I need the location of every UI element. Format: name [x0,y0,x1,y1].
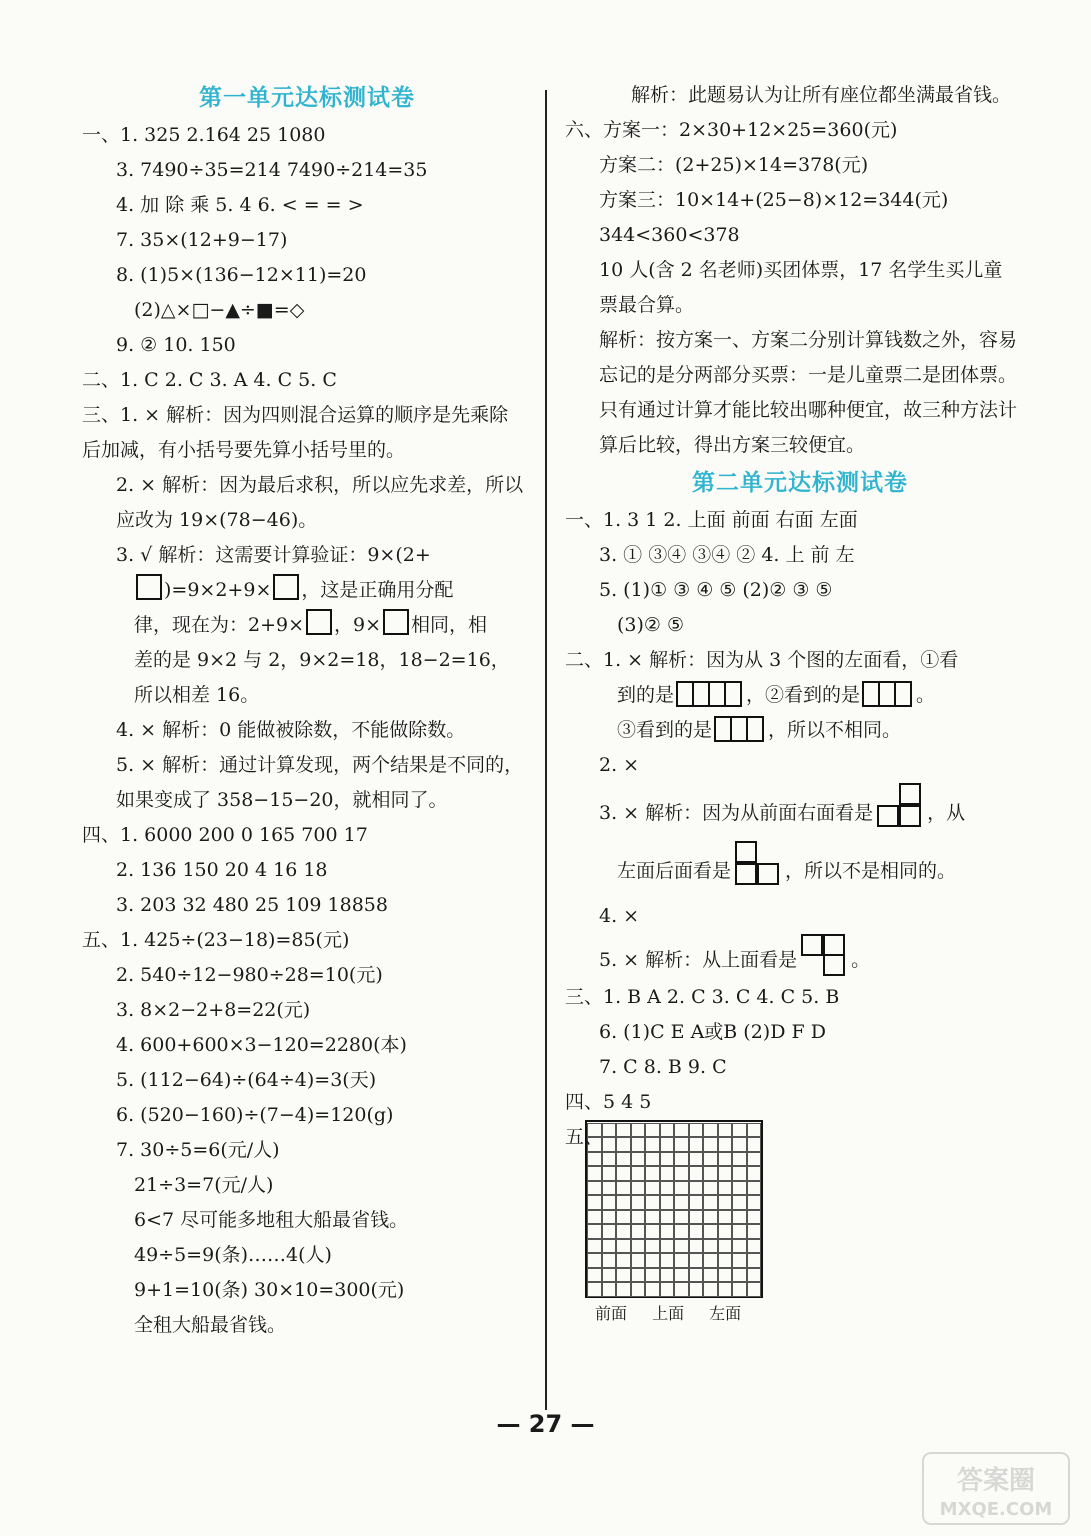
grid-cell [689,1268,704,1283]
grid-cell [718,1282,733,1297]
grid-cell [616,1253,631,1268]
answer-line: 二、1. C 2. C 3. A 4. C 5. C [82,369,337,391]
grid-cell [645,1166,660,1181]
blank-box [306,609,332,635]
view-three-squares [716,716,764,754]
grid-cell [602,1268,617,1283]
front-view-shape [877,783,923,827]
left-column [82,78,532,1343]
grid-row [587,1238,761,1253]
grid-cell [674,1123,689,1138]
grid-cell [631,1210,646,1225]
grid-row [587,1282,761,1297]
grid-cell [660,1239,675,1254]
unit1-title: 第一单元达标测试卷 [199,85,415,111]
answer-line: 六、方案一：2×30+12×25=360(元) [565,119,898,141]
answer-paragraph: 三、1. × 解析：因为四则混合运算的顺序是先乘除后加减，有小括号要先算小括号里的。 [82,404,509,461]
grid-row [587,1209,761,1224]
answer-paragraph: 解析：按方案一、方案二分别计算钱数之外，容易忘记的是分两部分买票：一是儿童票二是团体票。只有通过计算才能比较出哪种便宜，故三种方法计算后比较，得出方案三较便宜。 [599,329,1018,456]
text-span: ，所以不相同。 [768,719,902,741]
grid-cell [689,1210,704,1225]
grid-cell [718,1152,733,1167]
answer-line: 5. (112−64)÷(64÷4)=3(天) [116,1069,377,1091]
grid-cell [631,1253,646,1268]
grid-cell [616,1166,631,1181]
answer-line: 344<360<378 [599,224,740,246]
grid-cell [587,1166,602,1181]
grid-row [587,1195,761,1210]
grid-cell [645,1123,660,1138]
grid-cell [602,1123,617,1138]
grid-cell [616,1210,631,1225]
grid-cell [602,1239,617,1254]
grid-cell [703,1268,718,1283]
watermark-logo [921,1451,1071,1526]
answer-line: 五、1. 425÷(23−18)=85(元) [82,929,350,951]
grid-cell [645,1268,660,1283]
answer-line: 6<7 尽可能多地租大船最省钱。 [134,1209,409,1231]
answer-paragraph: 10 人(含 2 名老师)买团体票，17 名学生买儿童票最合算。 [599,259,1003,316]
grid-cell [689,1152,704,1167]
answer-line [82,608,532,643]
grid-cell [703,1239,718,1254]
blank-box [273,574,299,600]
grid-cell [732,1268,747,1283]
text-span: 左面后面看是 [617,860,732,882]
grid-cell [602,1282,617,1297]
text-span: 相同，相 [411,614,488,636]
text-span: )=9×2+9× [164,579,272,601]
grid-cell [674,1137,689,1152]
left-view-shape [735,841,781,885]
grid-row [587,1137,761,1152]
grid-cell [718,1253,733,1268]
text-span: ③看到的是 [617,719,713,741]
grid-cell [747,1181,762,1196]
grid-cell [631,1166,646,1181]
grid-cell [718,1181,733,1196]
grid-cell [660,1268,675,1283]
answer-paragraph: 5. × 解析：通过计算发现，两个结果是不同的，如果变成了 358−15−20，就相同了。 [116,754,524,811]
answer-line [565,678,1035,713]
blank-box [136,574,162,600]
grid-cell [674,1152,689,1167]
grid-cell [660,1137,675,1152]
grid-cell [631,1152,646,1167]
grid-cell [732,1282,747,1297]
answer-line: 全租大船最省钱。 [134,1314,287,1336]
grid-cell [616,1224,631,1239]
text-span: 。 [916,684,936,706]
answer-paragraph: 2. × 解析：因为最后求积，所以应先求差，所以应改为 19×(78−46)。 [116,474,524,531]
grid-cell [660,1181,675,1196]
grid-cell [616,1282,631,1297]
grid-cell [732,1224,747,1239]
grid-cell [674,1253,689,1268]
grid-cell [703,1282,718,1297]
grid-cell [703,1123,718,1138]
grid-cell [732,1239,747,1254]
answer-paragraph: 解析：此题易认为让所有座位都坐满最省钱。 [631,84,1012,106]
grid-cell [689,1282,704,1297]
grid-cell [703,1181,718,1196]
grid-cell [602,1253,617,1268]
column-divider [545,90,547,1410]
grid-cell [660,1195,675,1210]
grid-cell [631,1282,646,1297]
grid-cell [616,1137,631,1152]
page-number: — 27 — [496,1410,595,1438]
grid-cell [732,1253,747,1268]
answer-line [565,934,1035,980]
grid-cell [703,1210,718,1225]
grid-cell [703,1152,718,1167]
answer-line: 5. (1)① ③ ④ ⑤ (2)② ③ ⑤ [599,579,833,601]
grid-cell [660,1166,675,1181]
grid-cell [689,1166,704,1181]
grid-row [587,1267,761,1282]
text-span: 5. × 解析：从上面看是 [599,949,798,971]
grid-cell [732,1195,747,1210]
grid-cell [747,1282,762,1297]
answer-line: 四、5 4 5 [565,1091,652,1113]
answer-line: 3. 8×2−2+8=22(元) [116,999,311,1021]
grid-cell [718,1166,733,1181]
grid-cell [718,1137,733,1152]
grid-row [587,1166,761,1181]
grid-cell [631,1224,646,1239]
grid-cell [616,1239,631,1254]
grid-cell [602,1152,617,1167]
grid-row [587,1224,761,1239]
text-span: 到的是 [617,684,675,706]
grid-cell [631,1123,646,1138]
answer-line: 2. × [599,754,640,776]
answer-line: 49÷5=9(条)……4(人) [134,1244,332,1266]
answer-line: 3. 7490÷35=214 7490÷214=35 [116,159,428,181]
answer-line: 9. ② 10. 150 [116,334,236,356]
grid-cell [645,1282,660,1297]
grid-cell [689,1181,704,1196]
grid-cell [718,1210,733,1225]
grid-cell [674,1224,689,1239]
grid-cell [660,1152,675,1167]
grid-cell [645,1137,660,1152]
unit2-title: 第二单元达标测试卷 [692,470,908,496]
answer-line: 4. 600+600×3−120=2280(本) [116,1034,407,1056]
answer-line: 差的是 9×2 与 2，9×2=18，18−2=16， [134,649,510,671]
answer-line: 6. (1)C E A或B (2)D F D [599,1021,826,1043]
answer-line [82,538,532,573]
grid-cell [645,1195,660,1210]
grid-cell [732,1181,747,1196]
answer-line: 2. 136 150 20 4 16 18 [116,859,328,881]
blank-box [383,609,409,635]
answer-line [82,573,532,608]
grid-cell [747,1137,762,1152]
grid-cell [587,1224,602,1239]
grid-cell [660,1224,675,1239]
grid-cell [747,1239,762,1254]
grid-cell [747,1268,762,1283]
text-span: ，这是正确用分配 [301,579,454,601]
grid-cell [718,1268,733,1283]
answer-line: 二、1. × 解析：因为从 3 个图的左面看，①看 [565,649,959,671]
grid-cell [587,1253,602,1268]
grid-cell [674,1195,689,1210]
question-label: 五、 [565,1126,604,1148]
grid-cell [645,1210,660,1225]
answer-line: 2. 540÷12−980÷28=10(元) [116,964,383,986]
grid-cell [631,1239,646,1254]
grid-cell [616,1181,631,1196]
grid-cell [645,1239,660,1254]
grid-cell [645,1152,660,1167]
grid-cell [660,1123,675,1138]
answer-line: 4. × [599,905,640,927]
grid-cell [674,1166,689,1181]
answer-line [565,841,1035,899]
grid-row [587,1122,761,1137]
grid-labels: 前面 上面 左面 [595,1303,742,1323]
text-span: ，从 [927,802,966,824]
answer-line: 9+1=10(条) 30×10=300(元) [134,1279,405,1301]
grid-cell [718,1123,733,1138]
grid-cell [689,1195,704,1210]
grid-cell [602,1137,617,1152]
answer-line: 3. 203 32 480 25 109 18858 [116,894,388,916]
grid-cell [674,1268,689,1283]
text-span: 律，现在为：2+9× [134,614,305,636]
grid-cell [587,1268,602,1283]
answer-line: 一、1. 3 1 2. 上面 前面 右面 左面 [565,509,858,531]
grid-cell [732,1137,747,1152]
answer-line [565,783,1035,841]
grid-cell [660,1210,675,1225]
grid-row [587,1151,761,1166]
text-span: 3. √ 解析：这需要计算验证：9×(2+ [116,544,431,566]
answer-line: 方案三：10×14+(25−8)×12=344(元) [599,189,949,211]
grid-cell [674,1239,689,1254]
answer-line: 8. (1)5×(136−12×11)=20 [116,264,367,286]
grid-cell [602,1210,617,1225]
grid-cell [587,1239,602,1254]
answer-line: (3)② ⑤ [617,614,685,636]
grid-cell [747,1152,762,1167]
answer-line: 3. ① ③④ ③④ ② 4. 上 前 左 [599,544,855,566]
answer-line: 4. × 解析：0 能做被除数，不能做除数。 [116,719,466,741]
grid-cell [616,1195,631,1210]
grid-cell [732,1123,747,1138]
text-span: ，所以不是相同的。 [785,860,957,882]
grid-cell [602,1224,617,1239]
grid-cell [674,1210,689,1225]
grid-cell [747,1166,762,1181]
grid-cell [602,1181,617,1196]
text-span: ，②看到的是 [746,684,861,706]
grid-cell [703,1224,718,1239]
grid-cell [689,1123,704,1138]
grid-row [587,1253,761,1268]
answer-line: 所以相差 16。 [134,684,260,706]
grid-cell [645,1181,660,1196]
grid-cell [587,1181,602,1196]
grid-cell [689,1253,704,1268]
svg-text:答案圈: 答案圈 [956,1466,1036,1496]
answer-line: 21÷3=7(元/人) [134,1174,274,1196]
right-column [565,78,1035,1324]
grid-cell [602,1195,617,1210]
answer-line: 7. C 8. B 9. C [599,1056,727,1078]
grid-cell [703,1137,718,1152]
grid-cell [660,1253,675,1268]
grid-cell [747,1253,762,1268]
grid-cell [645,1253,660,1268]
grid-cell [747,1210,762,1225]
grid-cell [747,1195,762,1210]
grid-cell [718,1195,733,1210]
grid-cell [587,1282,602,1297]
grid-cell [689,1224,704,1239]
answer-line: 四、1. 6000 200 0 165 700 17 [82,824,368,846]
grid-cell [703,1195,718,1210]
grid-cell [616,1152,631,1167]
grid-cell [747,1224,762,1239]
drawing-grid-block [565,1120,1035,1324]
grid-cell [587,1195,602,1210]
answer-line: 4. 加 除 乘 5. 4 6. < = = > [116,194,364,216]
grid-cell [689,1239,704,1254]
answer-line: 6. (520−160)÷(7−4)=120(g) [116,1104,394,1126]
answer-line: (2)△×□−▲÷■=◇ [134,299,305,321]
drawing-grid [585,1120,763,1298]
answer-line: 一、1. 325 2.164 25 1080 [82,124,326,146]
grid-cell [645,1224,660,1239]
grid-row [587,1180,761,1195]
answer-line: 方案二：(2+25)×14=378(元) [599,154,869,176]
grid-cell [631,1195,646,1210]
grid-cell [616,1123,631,1138]
grid-cell [689,1137,704,1152]
grid-cell [587,1210,602,1225]
grid-cell [703,1253,718,1268]
svg-text:MXQE.COM: MXQE.COM [939,1499,1053,1520]
text-span: 。 [851,949,871,971]
grid-cell [660,1282,675,1297]
grid-cell [631,1181,646,1196]
grid-cell [631,1268,646,1283]
grid-cell [747,1123,762,1138]
grid-cell [674,1181,689,1196]
grid-cell [616,1268,631,1283]
grid-cell [732,1166,747,1181]
grid-cell [732,1152,747,1167]
grid-cell [732,1210,747,1225]
grid-cell [703,1166,718,1181]
answer-line [565,713,1035,748]
grid-cell [631,1137,646,1152]
text-span: ，9× [334,614,382,636]
text-span: 3. × 解析：因为从前面右面看是 [599,802,874,824]
answer-line: 三、1. B A 2. C 3. C 4. C 5. B [565,986,840,1008]
grid-cell [602,1166,617,1181]
top-view-shape [801,934,847,974]
grid-cell [718,1239,733,1254]
grid-cell [718,1224,733,1239]
answer-line: 7. 35×(12+9−17) [116,229,288,251]
answer-line: 7. 30÷5=6(元/人) [116,1139,280,1161]
grid-cell [674,1282,689,1297]
